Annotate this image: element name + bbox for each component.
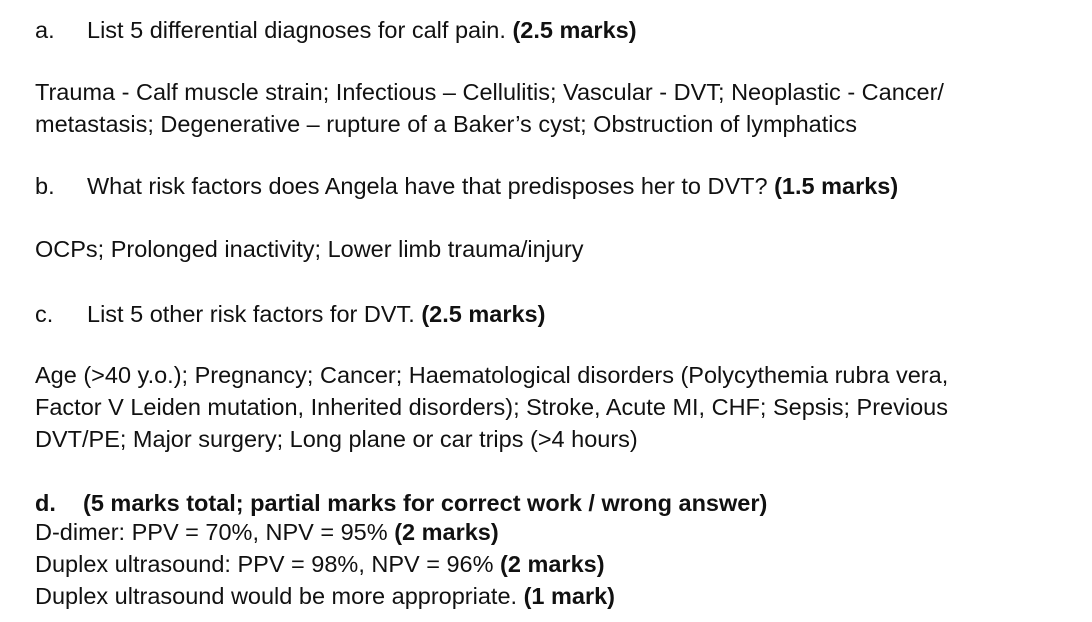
question-d — [35, 488, 767, 518]
question-d-letter: d. — [35, 490, 56, 516]
answer-d-line-1 — [35, 517, 499, 547]
question-c-text: List 5 other risk factors for DVT. — [87, 301, 415, 327]
question-b-letter: b. — [35, 173, 55, 199]
answer-d-line-3-text: Duplex ultrasound would be more appropriate. — [35, 583, 524, 609]
question-c — [35, 299, 545, 329]
answer-a-line-2: metastasis; Degenerative – rupture of a Baker’s cyst; Obstruction of lymphatics — [35, 111, 857, 137]
question-a — [35, 15, 637, 45]
answer-d-line-1-text: D-dimer: PPV = 70%, NPV = 95% — [35, 519, 395, 545]
question-c-marks: (2.5 marks) — [421, 301, 546, 327]
answer-a-line-1: Trauma - Calf muscle strain; Infectious – Cellulitis; Vascular - DVT; Neoplastic - Cancer/ — [35, 79, 944, 105]
question-d-header: (5 marks total; partial marks for correct work / wrong answer) — [83, 490, 768, 516]
question-a-marks: (2.5 marks) — [512, 17, 637, 43]
answer-b-line-1: OCPs; Prolonged inactivity; Lower limb trauma/injury — [35, 236, 584, 262]
answer-c-line-1: Age (>40 y.o.); Pregnancy; Cancer; Haematological disorders (Polycythemia rubra vera, — [35, 362, 949, 388]
question-c-letter: c. — [35, 301, 54, 327]
question-b-text: What risk factors does Angela have that predisposes her to DVT? — [87, 173, 768, 199]
answer-c-line-2: Factor V Leiden mutation, Inherited disorders); Stroke, Acute MI, CHF; Sepsis; Previous — [35, 394, 948, 420]
question-b — [35, 171, 898, 201]
answer-d-line-3 — [35, 581, 615, 611]
answer-d-line-1-marks: (2 marks) — [394, 519, 499, 545]
answer-c-line-3: DVT/PE; Major surgery; Long plane or car trips (>4 hours) — [35, 426, 638, 452]
answer-d-line-2 — [35, 549, 605, 579]
question-a-text: List 5 differential diagnoses for calf pain. — [87, 17, 506, 43]
question-b-marks: (1.5 marks) — [774, 173, 899, 199]
answer-d-line-3-marks: (1 mark) — [523, 583, 616, 609]
answer-d-line-2-text: Duplex ultrasound: PPV = 98%, NPV = 96% — [35, 551, 501, 577]
answer-d-line-2-marks: (2 marks) — [500, 551, 605, 577]
question-a-letter: a. — [35, 17, 55, 43]
